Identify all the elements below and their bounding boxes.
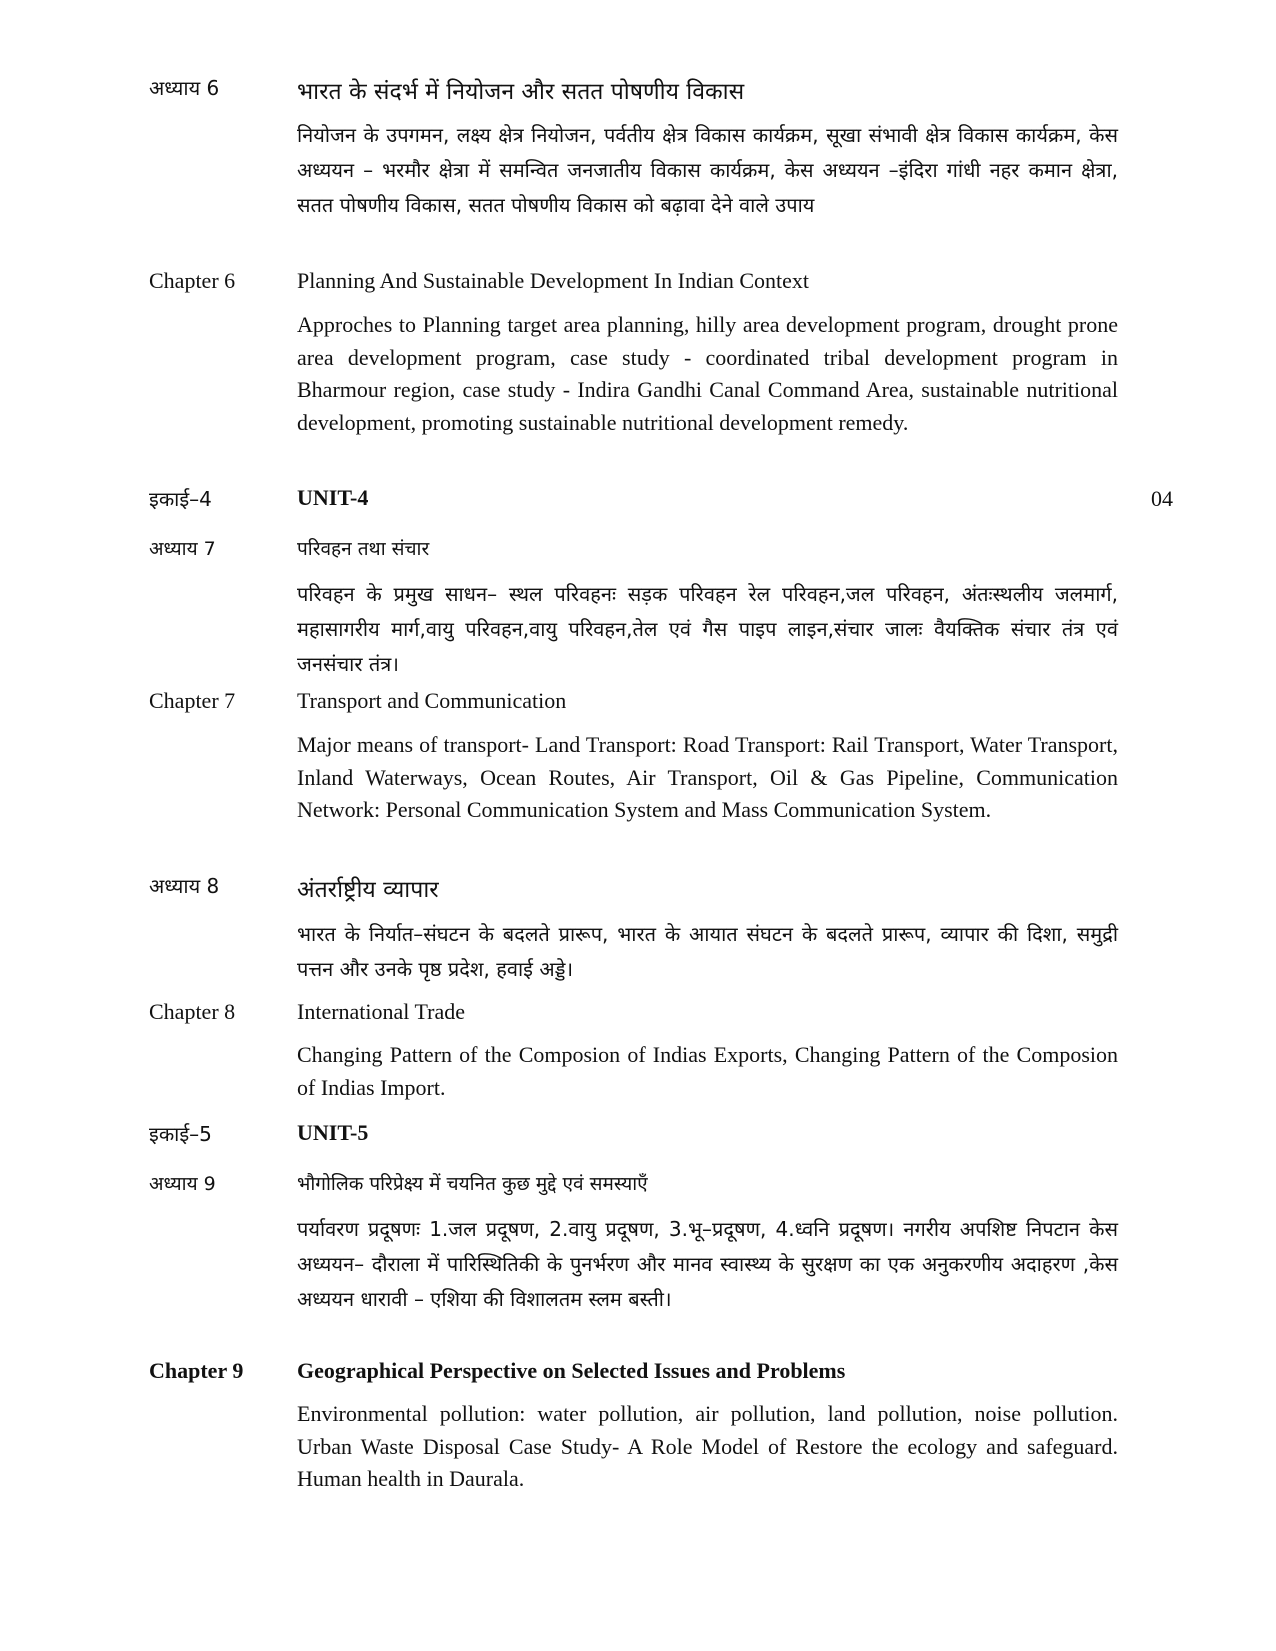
chapter-9-english-body: Environmental pollution: water pollution, air pollution, land pollution, noise pollution. Urban Waste Disposal Case Study- A Role Model of Restore the ecology and safeguard. Human health in Daurala. [297, 1401, 1118, 1491]
chapter-7-hindi-body: परिवहन के प्रमुख साधन– स्थल परिवहनः सड़क परिवहन रेल परिवहन,जल परिवहन, अंतःस्थलीय जलमार्ग, महासागरीय मार्ग,वायु परिवहन,वायु परिवहन,तेल एवं गैस पाइप लाइन,संचार जालः वैयक्तिक संचार तंत्र एवं जनसंचार तंत्र। [297, 582, 1118, 676]
unit-4-marks: 04 [1151, 486, 1173, 511]
unit-title: UNIT-5 [297, 1120, 369, 1145]
unit-title: UNIT-4 [297, 485, 369, 510]
chapter-title: भौगोलिक परिप्रेक्ष्य में चयनित कुछ मुद्दे एवं समस्याएँ [297, 1173, 648, 1195]
chapter-7-english-body: Major means of transport- Land Transport: Road Transport: Rail Transport, Water Transport, Inland Waterways, Ocean Routes, Air Transport, Oil & Gas Pipeline, Communication Network: Personal Communication System and Mass Communication System. [297, 732, 1118, 822]
chapter-label: अध्याय 6 [149, 76, 220, 100]
chapter-label: अध्याय 8 [149, 874, 220, 898]
chapter-label: Chapter 8 [149, 999, 236, 1024]
chapter-9-hindi-body: पर्यावरण प्रदूषणः 1.जल प्रदूषण, 2.वायु प्रदूषण, 3.भू–प्रदूषण, 4.ध्वनि प्रदूषण। नगरीय अपशिष्ट निपटान केस अध्ययन– दौराला में पारिस्थितिकी के पुनर्भरण और मानव स्वास्थ्य के सुरक्षण का एक अनुकरणीय अदाहरण ,केस अध्ययन धारावी – एशिया की विशालतम स्लम बस्ती। [297, 1217, 1118, 1311]
chapter-title: अंतर्राष्ट्रीय व्यापार [297, 877, 439, 903]
chapter-label: Chapter 7 [149, 688, 236, 713]
chapter-8-english-body: Changing Pattern of the Composion of Indias Exports, Changing Pattern of the Composion of Indias Import. [297, 1042, 1118, 1100]
chapter-6-hindi-body: नियोजन के उपगमन, लक्ष्य क्षेत्र नियोजन, पर्वतीय क्षेत्र विकास कार्यक्रम, सूखा संभावी क्षेत्र विकास कार्यक्रम, केस अध्ययन – भरमौर क्षेत्रा में समन्वित जनजातीय विकास कार्यक्रम, केस अध्ययन –इंदिरा गांधी नहर कमान क्षेत्रा, सतत पोषणीय विकास, सतत पोषणीय विकास को बढ़ावा देने वाले उपाय [297, 123, 1118, 217]
chapter-title: Geographical Perspective on Selected Issues and Problems [297, 1358, 846, 1383]
chapter-title: International Trade [297, 999, 466, 1024]
unit-label: इकाई–5 [149, 1122, 212, 1146]
chapter-label: Chapter 6 [149, 268, 236, 293]
chapter-label: अध्याय 7 [149, 538, 216, 560]
chapter-8-hindi-body: भारत के निर्यात–संघटन के बदलते प्रारूप, भारत के आयात संघटन के बदलते प्रारूप, व्यापार की दिशा, समुद्री पत्तन और उनके पृष्ठ प्रदेश, हवाई अड्डे। [297, 922, 1118, 981]
unit-label: इकाई–4 [149, 487, 212, 511]
chapter-label: अध्याय 9 [149, 1173, 216, 1195]
chapter-6-english-body: Approches to Planning target area planning, hilly area development program, drought prone area development program, case study - coordinated tribal development program in Bharmour region, case study - Indira Gandhi Canal Command Area, sustainable nutritional development, promoting sustainable nutritional development remedy. [297, 312, 1118, 435]
chapter-title: Planning And Sustainable Development In Indian Context [297, 268, 810, 293]
chapter-label: Chapter 9 [149, 1358, 244, 1383]
chapter-title: भारत के संदर्भ में नियोजन और सतत पोषणीय विकास [297, 79, 745, 105]
chapter-title: Transport and Communication [297, 688, 567, 713]
chapter-title: परिवहन तथा संचार [297, 538, 430, 560]
